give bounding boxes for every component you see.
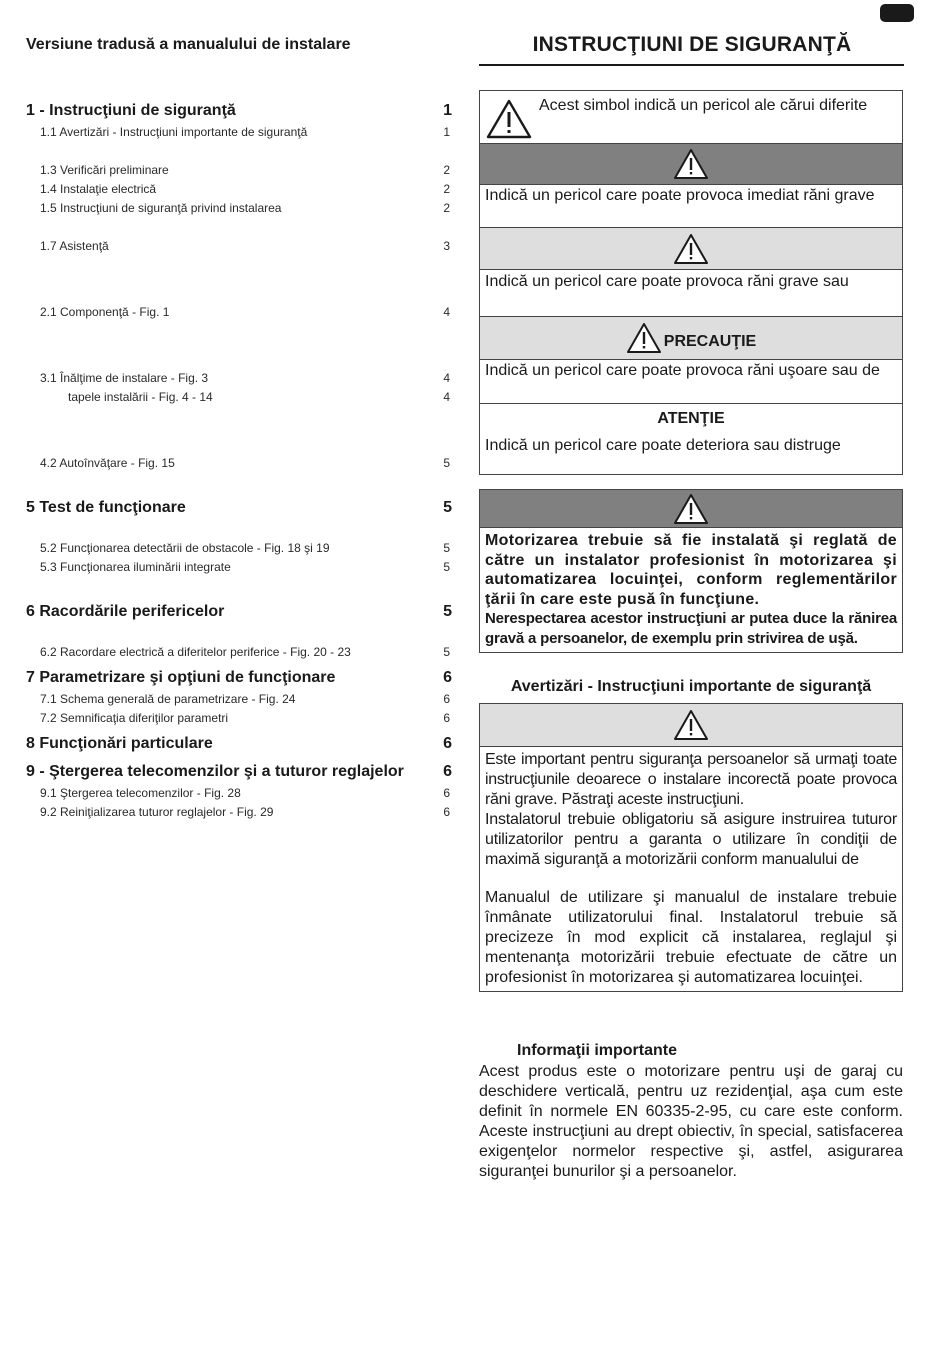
info-heading: Informaţii importante bbox=[517, 1042, 678, 1059]
warning-triangle-icon bbox=[673, 148, 709, 180]
warning-triangle-icon bbox=[673, 233, 709, 265]
attention-description: Indică un pericol care poate deteriora sau distruge bbox=[485, 437, 841, 454]
title-divider bbox=[479, 64, 904, 66]
danger-bar bbox=[480, 143, 902, 184]
danger-notice-box bbox=[479, 489, 903, 653]
warning-triangle-icon bbox=[673, 493, 709, 525]
caution-bar bbox=[480, 316, 902, 360]
warning-bar bbox=[480, 227, 902, 270]
document-subtitle: Versiune tradusă a manualului de instalare bbox=[26, 36, 351, 53]
page-tab-marker bbox=[880, 4, 914, 22]
warnings-box bbox=[479, 703, 903, 992]
attention-label: ATENŢIE bbox=[480, 403, 902, 434]
warning-paragraph: Instalatorul trebuie obligatoriu să asigure instruirea tuturor utilizatorilor pentru a garanta o utilizare în condiţii de maximă siguranţă a motorizării conform manualului de bbox=[485, 811, 897, 868]
warning-triangle-icon bbox=[673, 709, 709, 741]
caution-description: Indică un pericol care poate provoca răni uşoare sau de bbox=[485, 362, 880, 379]
warning-bar bbox=[480, 704, 902, 747]
hazard-legend-box bbox=[479, 90, 903, 475]
warnings-heading: Avertizări - Instrucţiuni importante de siguranţă bbox=[510, 678, 872, 695]
danger-description: Indică un pericol care poate provoca imediat răni grave bbox=[480, 184, 902, 227]
warning-triangle-icon bbox=[485, 98, 533, 140]
symbol-explanation-text: Acest simbol indică un pericol ale cărui diferite bbox=[539, 97, 868, 114]
warning-triangle-icon bbox=[626, 322, 662, 354]
symbol-explanation-row bbox=[480, 91, 902, 143]
danger-bar bbox=[480, 490, 902, 528]
page-title: INSTRUCŢIUNI DE SIGURANŢĂ bbox=[532, 33, 852, 56]
danger-notice-text: Motorizarea trebuie să fie instalată şi reglată de către un instalator profesionist în motorizarea şi automatizarea locuinţei, conform reglementărilor ţării în care este pusă în funcţiune. bbox=[485, 532, 897, 608]
info-paragraph: Acest produs este o motorizare pentru uşi de garaj cu deschidere verticală, pentru uz rezidenţial, aşa cum este definit în normele EN 60335-2-95, cu care este conform. Aceste instrucţiuni au drept obiectiv, în special, satisfacerea exigenţelor normelor respective şi, astfel, asigurarea siguranţei bunurilor şi a persoanelor. bbox=[479, 1063, 903, 1180]
warning-paragraph: Este important pentru siguranţa persoanelor să urmaţi toate instrucţiunile deoarece o instalare incorectă poate provoca răni grave. Păstraţi aceste instrucţiuni. bbox=[485, 751, 897, 808]
warning-paragraph: Manualul de utilizare şi manualul de instalare trebuie înmânate utilizatorului final. Instalatorul trebuie să precizeze în mod explicit că instalarea, reglajul şi mentenanţa motorizării trebuie efectuate de către un profesionist în motorizarea şi automatizarea locuinţei. bbox=[485, 889, 897, 986]
caution-label: PRECAUŢIE bbox=[663, 333, 757, 350]
danger-consequence-text: Nerespectarea acestor instrucţiuni ar putea duce la rănirea gravă a persoanelor, de exemplu prin strivirea de uşă. bbox=[485, 610, 897, 647]
warning-description: Indică un pericol care poate provoca răni grave sau bbox=[485, 273, 849, 290]
